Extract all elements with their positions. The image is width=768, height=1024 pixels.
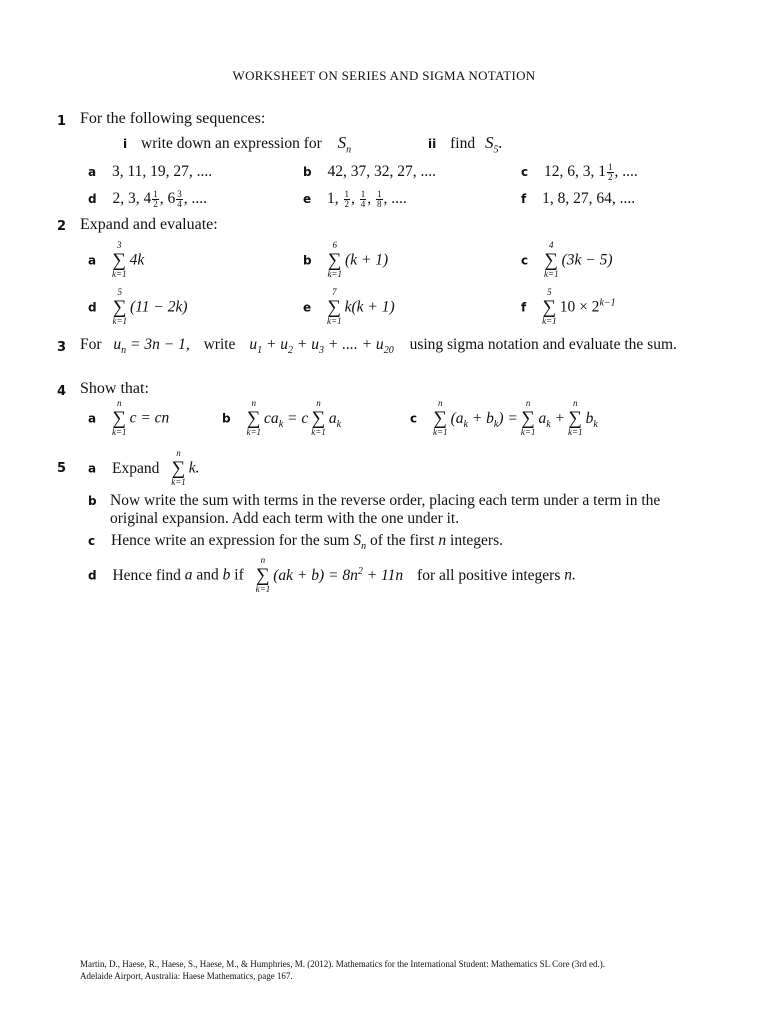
- item-text: 3, 11, 19, 27, ....: [111, 163, 213, 180]
- part-i-label: i: [123, 137, 128, 151]
- item-label: a: [88, 411, 97, 426]
- q1-item-b: [303, 163, 436, 181]
- q1-item-e: e 1, $\frac{1}{2}$ , $\frac{1}{4}$ , $\frac{1}{8}$ , ....: [303, 189, 407, 209]
- q5-c-text1: Hence write an expression for the sum: [111, 532, 350, 549]
- q3-formula: $u_n = 3n - 1$,: [113, 336, 190, 357]
- q5-c-text3: integers.: [450, 532, 503, 549]
- item-label: c: [410, 411, 418, 426]
- q5-item-a: a Expand n ∑ k=1 k.: [88, 448, 200, 487]
- item-label: c: [521, 165, 529, 180]
- sigma-symbol: n ∑ k=1: [171, 448, 186, 487]
- question-1-part-ii: [428, 133, 503, 155]
- item-label: f: [521, 192, 527, 206]
- item-label: b: [222, 411, 231, 426]
- q1-item-a: [88, 163, 212, 181]
- sum-expression: 4k: [129, 251, 145, 269]
- part-i-text: write down an expression for: [141, 135, 322, 152]
- item-label: c: [88, 534, 96, 548]
- sum-expression: (3k − 5): [561, 251, 613, 269]
- item-text: 12, 6, 3, 1: [544, 163, 606, 181]
- sigma-symbol: n ∑ k=1: [311, 398, 326, 437]
- question-5-number: 5: [57, 461, 67, 476]
- sigma-symbol: 5 ∑ k=1: [542, 287, 557, 326]
- item-label: a: [88, 461, 97, 476]
- citation-line-2: Adelaide Airport, Australia: Haese Mathematics, page 167.: [80, 971, 293, 981]
- sum-expression: 10 × 2: [559, 298, 600, 316]
- sum-expression: (11 − 2k): [130, 298, 188, 316]
- q5-item-d: d Hence find a and b if n ∑ k=1 $(ak + b) = 8n^2 + 11n$ for all positive integers n.: [88, 555, 576, 594]
- q3-tail: using sigma notation and evaluate the sum.: [409, 336, 677, 353]
- q5-d-if: if: [234, 566, 244, 584]
- item-label: f: [521, 300, 527, 315]
- q2-item-f: f 5 ∑ k=1 $10 \times 2^{k-1}$: [521, 287, 616, 326]
- part-ii-text: find: [450, 135, 476, 152]
- q2-item-b: [303, 241, 388, 281]
- sigma-symbol: 4 ∑ k=1: [544, 240, 559, 279]
- q5-item-b: [88, 492, 97, 510]
- sigma-symbol: n ∑ k=1: [520, 398, 536, 437]
- fraction: $\frac{3}{4}$: [177, 189, 182, 209]
- q5-c-text2: of the first: [369, 532, 435, 549]
- q5-d-tail: for all positive integers: [417, 566, 561, 584]
- item-label: e: [303, 192, 312, 207]
- q2-item-c: [521, 241, 613, 281]
- question-1-number: 1: [57, 114, 67, 129]
- item-text: 1, 8, 27, 64, ....: [542, 190, 636, 207]
- sum-expression: k(k + 1): [344, 298, 395, 316]
- fraction: $\frac{1}{2}$: [608, 162, 613, 182]
- question-3-number: 3: [57, 340, 67, 355]
- citation-line-1: Martin, D., Haese, R., Haese, S., Haese, M., & Humphries, M. (2012). Mathematics for the International Student: Mathematics SL Core (3rd ed.).: [80, 959, 606, 969]
- q3-series: $u_1 + u_2 + u_3$ + .... + $u_{20}$: [249, 336, 394, 357]
- sigma-symbol: 3 ∑ k=1: [111, 240, 127, 279]
- item-label: d: [88, 568, 97, 583]
- q2-item-e: [303, 288, 395, 328]
- sum-expression: (k + 1): [345, 251, 389, 269]
- q5-d-and: and: [196, 566, 219, 584]
- fraction: $\frac{1}{4}$: [360, 189, 366, 209]
- question-1-text: For the following sequences:: [80, 110, 266, 127]
- page-title: WORKSHEET ON SERIES AND SIGMA NOTATION: [232, 68, 536, 83]
- item-label: a: [88, 165, 97, 179]
- question-3-text: [80, 336, 677, 356]
- part-ii-label: ii: [428, 137, 437, 151]
- sigma-symbol: n ∑ k=1: [246, 398, 262, 437]
- item-label: d: [88, 300, 97, 315]
- q1-item-d: d 2, 3, 4 $\frac{1}{2}$ , 6 $\frac{3}{4}$ , ....: [88, 189, 207, 209]
- item-text: 42, 37, 32, 27, ....: [327, 163, 436, 180]
- item-label: a: [88, 253, 97, 268]
- q4-item-b: b n ∑ k=1 $ca_k = c$ n ∑ k=1 $a_k$: [222, 398, 342, 437]
- question-4-number: 4: [57, 384, 67, 399]
- sigma-symbol: n ∑ k=1: [568, 398, 583, 437]
- fraction: $\frac{1}{2}$: [344, 189, 350, 209]
- question-1-part-i: [123, 133, 351, 155]
- q2-item-a: [88, 241, 144, 281]
- sigma-symbol: n ∑ k=1: [255, 555, 271, 594]
- item-label: b: [88, 494, 97, 508]
- item-label: b: [303, 253, 312, 268]
- q1-item-f: [521, 190, 635, 208]
- item-text: 1,: [327, 190, 339, 208]
- sigma-symbol: 6 ∑ k=1: [327, 240, 343, 279]
- part-i-math: $S_n$: [337, 133, 352, 156]
- q5-b-line1: Now write the sum with terms in the reverse order, placing each term under a term in the: [110, 492, 661, 509]
- sigma-symbol: n ∑ k=1: [433, 398, 448, 437]
- q1-item-c: c 12, 6, 3, 1 $\frac{1}{2}$ , ....: [521, 162, 638, 182]
- citation: [80, 958, 720, 982]
- question-2-number: 2: [57, 219, 67, 234]
- question-2-text: Expand and evaluate:: [80, 216, 218, 233]
- q5-d-text1: Hence find: [112, 566, 181, 584]
- q3-write: write: [203, 336, 236, 353]
- sigma-symbol: n ∑ k=1: [111, 398, 127, 437]
- fraction: $\frac{1}{2}$: [153, 189, 158, 209]
- q5-item-c: c Hence write an expression for the sum $S_n$ of the first n integers.: [88, 532, 503, 553]
- q5-a-text: Expand: [111, 459, 160, 477]
- part-ii-math: $S_5$.: [484, 133, 503, 156]
- q4-item-c: c n ∑ k=1 $(a_k + b_k)$ = n ∑ k=1 $a_k$ + n ∑ k=1 $b_k$: [410, 398, 598, 437]
- item-label: c: [521, 253, 529, 268]
- q3-for: For: [80, 336, 102, 353]
- sigma-symbol: 5 ∑ k=1: [112, 287, 128, 326]
- item-label: e: [303, 300, 312, 315]
- q4-item-a: a n ∑ k=1 c = cn: [88, 398, 170, 437]
- item-label: b: [303, 165, 312, 179]
- sigma-symbol: 7 ∑ k=1: [327, 287, 342, 326]
- q5-b-line2: original expansion. Add each term with the one under it.: [110, 510, 460, 527]
- q2-item-d: [88, 288, 188, 328]
- item-text: 2, 3, 4: [112, 190, 152, 208]
- question-4-text: Show that:: [80, 380, 149, 397]
- item-label: d: [88, 192, 97, 207]
- fraction: $\frac{1}{8}$: [377, 189, 382, 209]
